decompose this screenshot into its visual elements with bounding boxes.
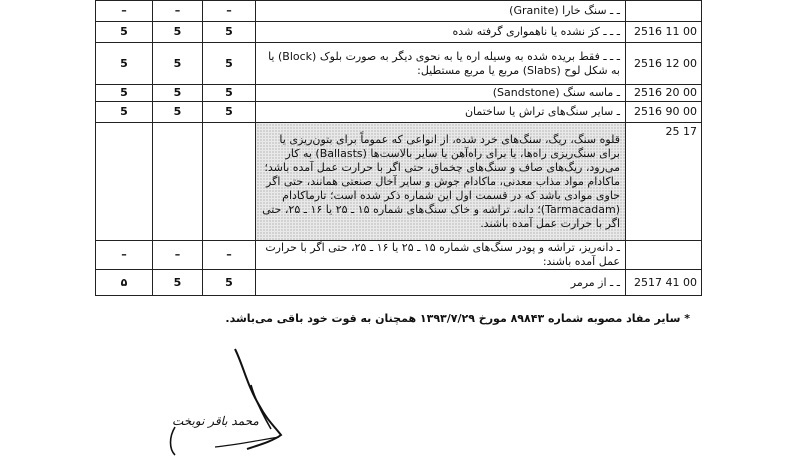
rate-cell: ۵: [96, 270, 153, 296]
rate-cell: 5: [96, 22, 153, 43]
rate-cell: [96, 123, 153, 241]
footnote: * سایر مفاد مصوبه شماره ۸۹۸۴۳ مورخ ۱۳۹۳/۷/۲۹ همچنان به قوت خود باقی می‌باشد.: [225, 312, 690, 325]
rate-cell: 5: [153, 270, 203, 296]
rate-cell: 5: [203, 102, 256, 123]
table-row: [96, 1, 702, 22]
rate-cell: 5: [203, 22, 256, 43]
tariff-code-cell: 2516 11 00: [626, 22, 702, 43]
rate-cell: 5: [153, 43, 203, 85]
tariff-code-cell: [626, 241, 702, 270]
rate-cell: 5: [203, 270, 256, 296]
rate-cell: –: [203, 1, 256, 22]
rate-cell: 5: [153, 102, 203, 123]
description-cell: ـ سایر سنگ‌های تراش یا ساختمان: [256, 102, 626, 123]
rate-cell: –: [153, 241, 203, 270]
table-row: [96, 270, 702, 296]
rate-cell: –: [203, 241, 256, 270]
rate-cell: [203, 123, 256, 241]
table-row: [96, 43, 702, 85]
tariff-table: [95, 0, 702, 296]
signature-name: محمد باقر نوبخت: [172, 414, 259, 428]
description-cell: ـ ـ ـ فقط بریده شده به وسیله اره یا به نحوی دیگر به صورت بلوک (Block) یا به شکل لوح (Slabs) مربع یا مربع مستطیل:: [256, 43, 626, 85]
table-row: [96, 85, 702, 102]
description-cell: ـ ماسه سنگ (Sandstone): [256, 85, 626, 102]
table-row: [96, 102, 702, 123]
tariff-code-cell: 2516 20 00: [626, 85, 702, 102]
description-cell: ـ دانه‌ریز، تراشه و پودر سنگ‌های شماره ۱۵ ـ ۲۵ یا ۱۶ ـ ۲۵، حتی اگر با حرارت عمل آمده باشند:: [256, 241, 626, 270]
table-row: [96, 241, 702, 270]
description-cell: ـ ـ ـ کرَ نشده یا ناهمواری گرفته شده: [256, 22, 626, 43]
description-cell: ـ ـ سنگ خارا (Granite): [256, 1, 626, 22]
rate-cell: 5: [203, 85, 256, 102]
rate-cell: 5: [203, 43, 256, 85]
signature-scribble: [155, 345, 305, 458]
table-row: [96, 123, 702, 241]
rate-cell: 5: [96, 43, 153, 85]
rate-cell: 5: [96, 102, 153, 123]
rate-cell: –: [96, 241, 153, 270]
tariff-code-cell: 25 17: [626, 123, 702, 241]
tariff-code-cell: 2516 12 00: [626, 43, 702, 85]
rate-cell: 5: [96, 85, 153, 102]
rate-cell: –: [96, 1, 153, 22]
rate-cell: 5: [153, 85, 203, 102]
tariff-code-cell: [626, 1, 702, 22]
rate-cell: [153, 123, 203, 241]
tariff-code-cell: 2517 41 00: [626, 270, 702, 296]
description-cell: قلوه سنگ، ریگ، سنگ‌های خرد شده، از انواعی که عموماً برای بتون‌ریزی یا برای سنگ‌ریزی راه‌ها، یا برای راه‌آهن یا سایر بالاست‌ها (Ballasts) به کار می‌رود، ریگ‌های صاف و سنگ‌های چخماق، حتی اگر با حرارت عمل آمده باشد؛ ماکادام مواد مذاب معدنی، ماکادام جوش و سایر آخال صنعتی همانند، حتی اگر حاوی موادی باشد که در قسمت اول این شماره ذکر شده است؛ تارماکادام (Tarmacadam)؛ دانه، تراشه و خاک سنگ‌های شماره ۱۵ ـ ۲۵ یا ۱۶ ـ ۲۵، حتی اگر با حرارت عمل آمده باشند.: [256, 123, 626, 241]
rate-cell: –: [153, 1, 203, 22]
tariff-code-cell: 2516 90 00: [626, 102, 702, 123]
table-row: [96, 22, 702, 43]
description-cell: ـ ـ از مرمر: [256, 270, 626, 296]
rate-cell: 5: [153, 22, 203, 43]
